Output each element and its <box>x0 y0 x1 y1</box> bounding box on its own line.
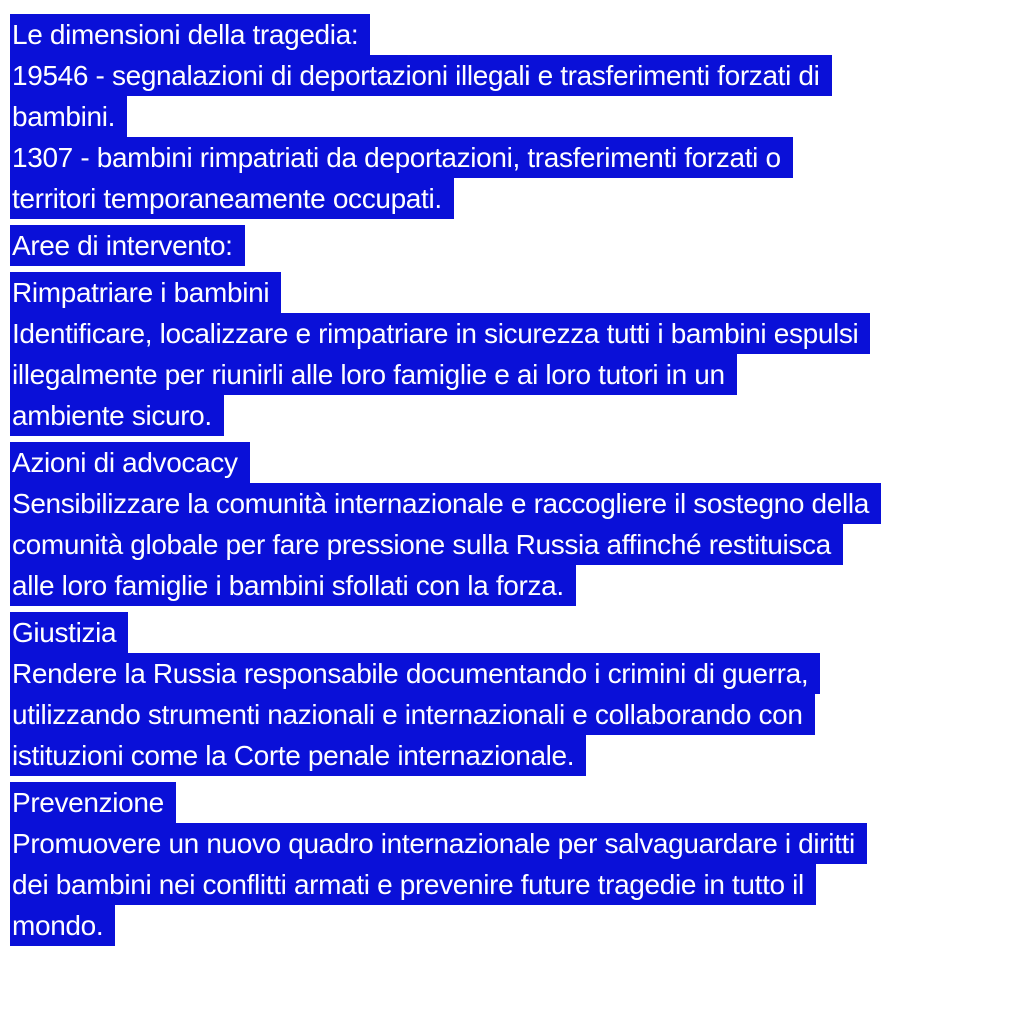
text-line <box>10 694 1010 735</box>
text-line <box>10 823 1010 864</box>
text-line <box>10 225 1010 266</box>
highlighted-text[interactable]: utilizzando strumenti nazionali e internazionali e collaborando con <box>10 694 815 735</box>
highlighted-text[interactable]: mondo. <box>10 905 115 946</box>
highlighted-text[interactable]: istituzioni come la Corte penale internazionale. <box>10 735 586 776</box>
text-line <box>10 864 1010 905</box>
section-heading[interactable]: Giustizia <box>10 612 128 653</box>
text-line <box>10 905 1010 946</box>
justice-section <box>10 612 1010 776</box>
highlighted-text[interactable]: ambiente sicuro. <box>10 395 224 436</box>
text-line <box>10 137 1010 178</box>
text-line <box>10 524 1010 565</box>
highlighted-text[interactable]: 19546 - segnalazioni di deportazioni illegali e trasferimenti forzati di <box>10 55 832 96</box>
repatriation-section <box>10 272 1010 436</box>
highlighted-text[interactable]: illegalmente per riunirli alle loro famiglie e ai loro tutori in un <box>10 354 737 395</box>
section-heading[interactable]: Rimpatriare i bambini <box>10 272 281 313</box>
highlighted-text[interactable]: Sensibilizzare la comunità internazionale e raccogliere il sostegno della <box>10 483 881 524</box>
text-line <box>10 313 1010 354</box>
text-line <box>10 735 1010 776</box>
text-line <box>10 55 1010 96</box>
highlighted-text[interactable]: territori temporaneamente occupati. <box>10 178 454 219</box>
highlighted-text[interactable]: dei bambini nei conflitti armati e prevenire future tragedie in tutto il <box>10 864 816 905</box>
selected-text-document[interactable] <box>10 14 1010 952</box>
highlighted-text[interactable]: Promuovere un nuovo quadro internazionale per salvaguardare i diritti <box>10 823 867 864</box>
text-line <box>10 483 1010 524</box>
prevention-section <box>10 782 1010 946</box>
section-heading[interactable]: Azioni di advocacy <box>10 442 250 483</box>
text-line <box>10 395 1010 436</box>
section-heading[interactable]: Le dimensioni della tragedia: <box>10 14 370 55</box>
text-line <box>10 653 1010 694</box>
intervention-areas-section <box>10 225 1010 266</box>
text-line <box>10 354 1010 395</box>
highlighted-text[interactable]: Identificare, localizzare e rimpatriare in sicurezza tutti i bambini espulsi <box>10 313 870 354</box>
section-heading[interactable]: Aree di intervento: <box>10 225 245 266</box>
highlighted-text[interactable]: bambini. <box>10 96 127 137</box>
text-line <box>10 272 1010 313</box>
text-line <box>10 565 1010 606</box>
text-line <box>10 612 1010 653</box>
highlighted-text[interactable]: comunità globale per fare pressione sulla Russia affinché restituisca <box>10 524 843 565</box>
text-line <box>10 178 1010 219</box>
advocacy-section <box>10 442 1010 606</box>
highlighted-text[interactable]: alle loro famiglie i bambini sfollati con la forza. <box>10 565 576 606</box>
highlighted-text[interactable]: 1307 - bambini rimpatriati da deportazioni, trasferimenti forzati o <box>10 137 793 178</box>
text-line <box>10 782 1010 823</box>
tragedy-stats-section <box>10 14 1010 219</box>
text-line <box>10 442 1010 483</box>
text-line <box>10 14 1010 55</box>
highlighted-text[interactable]: Rendere la Russia responsabile documentando i crimini di guerra, <box>10 653 820 694</box>
section-heading[interactable]: Prevenzione <box>10 782 176 823</box>
text-line <box>10 96 1010 137</box>
